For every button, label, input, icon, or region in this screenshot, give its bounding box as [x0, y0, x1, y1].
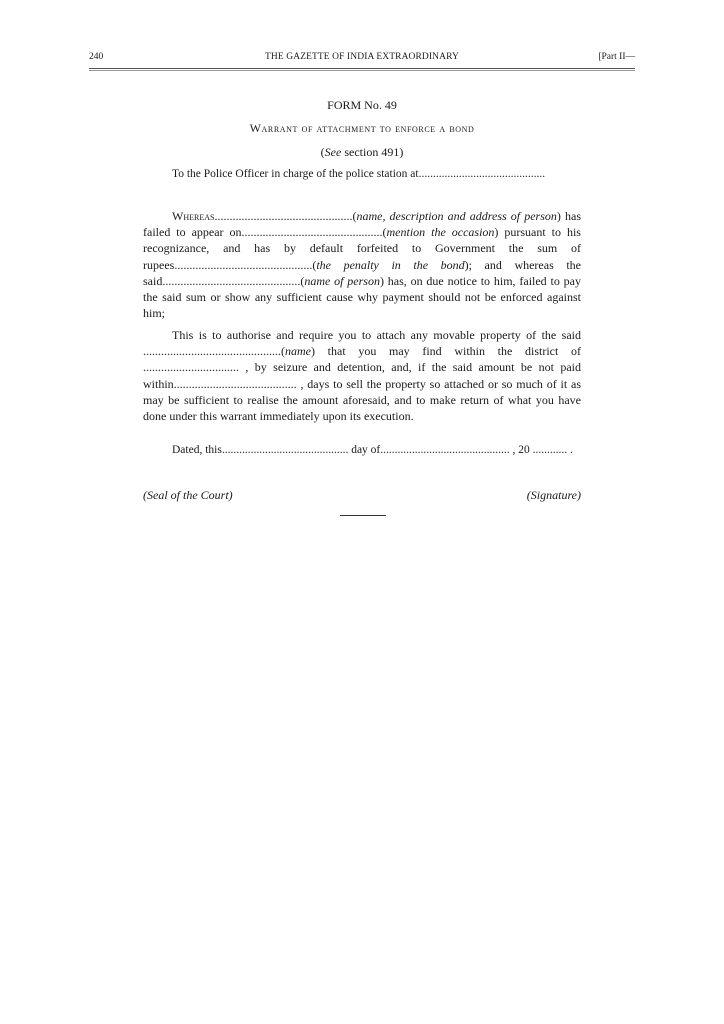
- para2-text-2: ) that you may find within the district of ................................ , by seizure and detention, and, if the said amount be not paid within......................................... , days to sell the property so attached or so much of it as may be sufficient to realise the amount aforesaid, and to make return of what you have done under this warrant immediately upon its execution.: [143, 344, 581, 424]
- para1-italic-4: name of person: [304, 273, 380, 288]
- para1-italic-2: mention the occasion: [386, 225, 495, 240]
- para1-text-2: ) has failed to appear on...............................................(: [143, 209, 581, 240]
- para1-text-3: ) pursuant to his recognizance, and has by default forfeited to Government the sum of rupees..............................................(: [143, 225, 581, 272]
- para1-italic-1: name, description and address of person: [356, 209, 557, 223]
- end-rule: [340, 515, 386, 516]
- paren-open: (: [320, 145, 325, 159]
- part-label: [Part II—: [598, 52, 635, 62]
- signature-label: (Signature): [526, 488, 581, 502]
- section-reference: [89, 145, 635, 160]
- para1-text-1: ..............................................(: [214, 209, 357, 223]
- whereas-word: Whereas: [172, 209, 215, 223]
- header-rule: [89, 68, 635, 69]
- gazette-title: THE GAZETTE OF INDIA EXTRAORDINARY: [265, 52, 459, 62]
- para1-text-4: ); and whereas the said..............................................(: [143, 257, 581, 288]
- see-word: See: [324, 145, 342, 159]
- form-number: FORM No. 49: [327, 98, 397, 112]
- authorise-paragraph: [143, 327, 581, 424]
- para1-italic-3: the penalty in the bond: [316, 257, 465, 272]
- header-rule-secondary: [89, 70, 635, 71]
- running-header: [89, 52, 635, 66]
- para2-text-1: This is to authorise and require you to attach any movable property of the said ..............................................(: [143, 328, 581, 359]
- page-number: 240: [89, 52, 104, 62]
- form-subtitle: Warrant of attachment to enforce a bond: [249, 121, 475, 135]
- addressee-line: To the Police Officer in charge of the police station at............................................: [172, 168, 546, 180]
- seal-of-court: (Seal of the Court): [143, 488, 233, 502]
- section-number: section 491): [341, 145, 404, 159]
- dated-line: Dated, this............................................ day of............................................. , 20 ............ .: [172, 444, 573, 456]
- para2-italic-1: name: [285, 344, 311, 359]
- whereas-paragraph: [143, 208, 581, 321]
- para1-text-5: ) has, on due notice to him, failed to pay the said sum or show any sufficient cause why payment should not be enforced against him;: [143, 273, 581, 321]
